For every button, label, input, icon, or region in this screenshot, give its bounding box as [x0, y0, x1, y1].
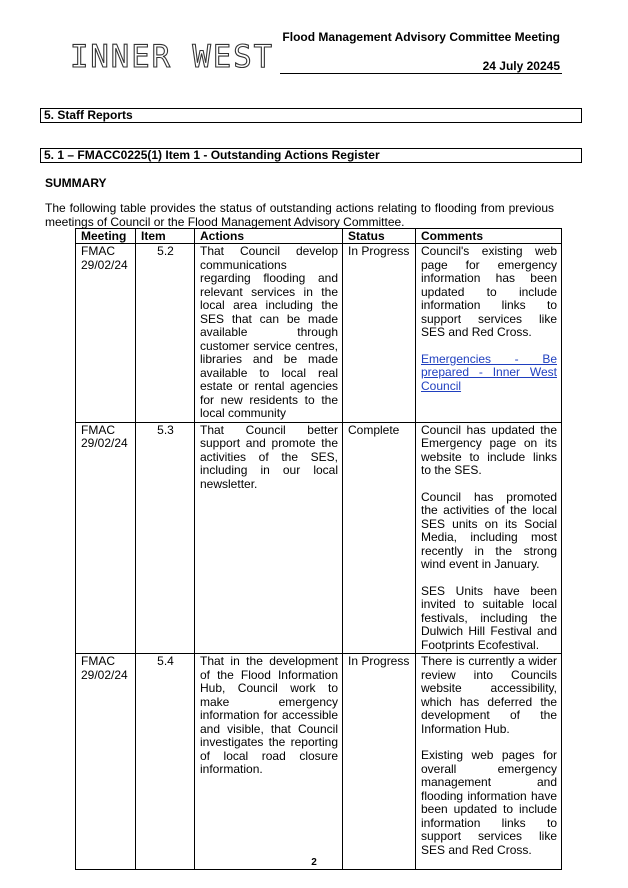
page-number: 2	[311, 857, 317, 868]
table-row	[76, 244, 562, 423]
meeting-date-cell: 29/02/24	[81, 257, 128, 272]
action-text: That in the development of the Flood Information Hub, Council work to make emergency information for accessible and visible, that Council investigates the reporting of local road closure information.	[195, 654, 343, 870]
status-text: Complete	[343, 422, 416, 654]
header-actions: Actions	[195, 229, 343, 244]
section-heading: 5. Staff Reports	[40, 108, 582, 123]
item-number: 5.2	[136, 244, 195, 423]
meeting-date-cell: 29/02/24	[81, 436, 128, 450]
intro-paragraph: The following table provides the status of outstanding actions relating to flooding from previous meetings of Council or the Flood Management Advisory Committee.	[45, 201, 554, 229]
emergencies-be-prepared-link[interactable]: Emergencies - Be prepared - Inner West Council	[421, 351, 557, 393]
inner-west-logo	[70, 40, 275, 72]
meeting-cell	[76, 654, 136, 870]
comment-paragraph: Council has promoted the activities of the local SES units on its Social Media, including most recently in the strong wind event in January.	[421, 489, 557, 571]
meeting-name: FMAC	[81, 654, 115, 668]
meeting-name: FMAC	[81, 244, 115, 258]
comments-cell	[416, 244, 562, 423]
comment-paragraph: Council's existing web page for emergency information has been updated to include information links to support services like SES and Red Cross.	[421, 244, 557, 339]
meeting-name: FMAC	[81, 422, 115, 437]
comment-paragraph: Existing web pages for overall emergency management and flooding information have been updated to include information links to support services like SES and Red Cross.	[421, 748, 557, 857]
header-comments: Comments	[416, 229, 562, 244]
svg-text:INNER WEST: INNER WEST	[70, 40, 274, 72]
header-rule	[280, 73, 562, 74]
action-text: That Council better support and promote the activities of the SES, including in our local newsletter.	[195, 422, 343, 654]
item-number: 5.4	[136, 654, 195, 870]
status-text: In Progress	[343, 244, 416, 423]
header-status: Status	[343, 229, 416, 244]
summary-heading: SUMMARY	[45, 176, 107, 190]
action-text: That Council develop communications regarding flooding and relevant services in the local area including the SES that can be made available through customer service centres, libraries and be made available to local real estate or rental agencies for new residents to the local community	[195, 244, 343, 423]
meeting-title: Flood Management Advisory Committee Meeting	[282, 30, 560, 44]
table-row	[76, 422, 562, 654]
meeting-cell	[76, 244, 136, 423]
item-number: 5.3	[136, 422, 195, 654]
comments-cell	[416, 654, 562, 870]
status-text: In Progress	[343, 654, 416, 870]
table-row	[76, 654, 562, 870]
comment-paragraph: There is currently a wider review into Councils website accessibility, which has deferred the development of the Information Hub.	[421, 654, 557, 736]
item-heading: 5. 1 – FMACC0225(1) Item 1 - Outstanding Actions Register	[40, 148, 582, 163]
comment-paragraph: SES Units have been invited to suitable local festivals, including the Dulwich Hill Festival and Footprints Ecofestival.	[421, 583, 557, 652]
meeting-date-cell: 29/02/24	[81, 667, 128, 682]
meeting-cell	[76, 422, 136, 654]
header-item: Item	[136, 229, 195, 244]
table-header-row	[76, 229, 562, 244]
meeting-date: 24 July 20245	[482, 59, 560, 73]
outstanding-actions-table	[75, 228, 562, 870]
comment-paragraph: Council has updated the Emergency page on its website to include links to the SES.	[421, 422, 557, 477]
comments-cell	[416, 422, 562, 654]
header-meeting: Meeting	[76, 229, 136, 244]
